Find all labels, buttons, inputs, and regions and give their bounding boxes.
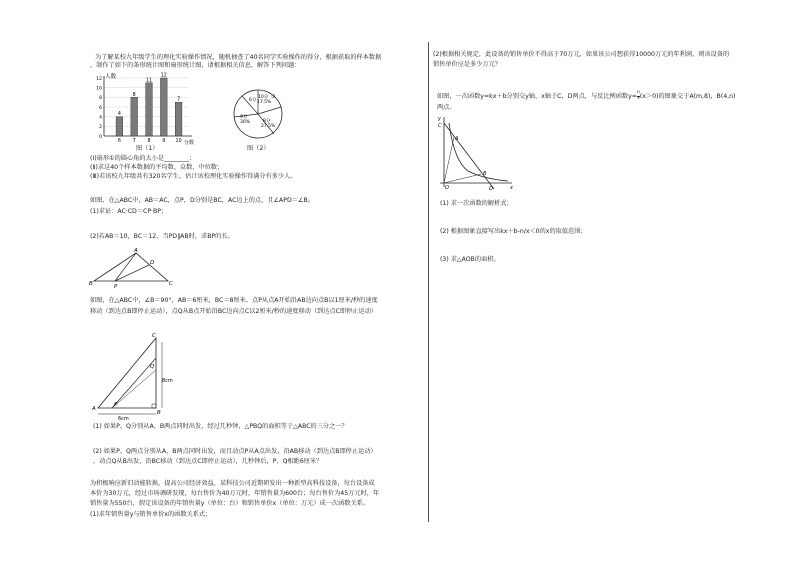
line-cd xyxy=(444,123,494,189)
x-tick-label: 6 xyxy=(117,139,121,144)
pie-label-8: 8分 xyxy=(263,119,271,124)
q3-part2-line2: ，动点Q从B出发，沿BC移动（到达点C即停止运动），几秒钟后，P、Q相距6厘米？ xyxy=(93,458,323,465)
q2-line3: (2)若AB＝10，BC＝12，当PD∥AB时，求BP的长。 xyxy=(90,233,234,240)
label-y: y xyxy=(438,116,441,122)
q5-line1-tail: (x＞0)的图象交于A(m,8)，B(4,n) xyxy=(639,93,736,100)
bar xyxy=(175,102,182,136)
label-p: P xyxy=(114,284,118,290)
x-tick-label: 8 xyxy=(147,139,151,144)
q4-line1: 为积极响应新旧动能转换，提高公司经济效益，某科技公司近期研发出一种新型高科技设备，每台设备成 xyxy=(90,480,375,487)
bar-value-label: 8 xyxy=(132,92,136,98)
q4-cont-line2: 销售单价应是多少万元？ xyxy=(433,61,502,68)
y-tick-label: 2 xyxy=(99,125,102,131)
q3-part1: (1) 如果P、Q分别从A、B两点同时出发，经过几秒钟，△PBQ的面积等于△ABC的三分之一？ xyxy=(93,423,348,430)
x-tick-label: 9 xyxy=(162,139,166,144)
segment-oa xyxy=(444,137,454,183)
q4-line3: 销售量为550台，假定该设备的年销售量y（单位：台）和销售单价x（单位：万元）成一次函数关系。 xyxy=(90,500,370,507)
y-tick-label: 8 xyxy=(99,96,102,102)
q2-figure xyxy=(88,245,178,290)
q3-line2: 移动（到达点B即停止运动），点Q从B点开始沿BC边向点C以2厘米/秒的速度移动（到达点C即停止运动） xyxy=(90,308,378,315)
bar-value-label: 11 xyxy=(145,78,153,84)
label-b: B xyxy=(483,171,487,177)
triangle-abc xyxy=(94,253,168,281)
q1-intro-line1: 为了解某校九年级学生的理化实验操作情况，随机抽查了40名同学实验操作的得分，根据获取的样本数据 xyxy=(95,54,382,61)
q5-line1-head: 如图，一次函数y=kx＋b分别交y轴、x轴于C，D两点，与反比例函数y= xyxy=(437,93,637,100)
right-angle-mark xyxy=(152,404,156,408)
label-b: B xyxy=(89,281,93,287)
q5-part2: (2) 根据图象直接写出kx＋b-n/x＜0的x的取值范围； xyxy=(440,228,587,235)
q4-line4: (1)求年销售量y与销售单价x的函数关系式； xyxy=(90,511,212,518)
y-tick-label: 10 xyxy=(96,86,102,92)
fraction-n-over-x: $\frac{n}{x}$ xyxy=(636,90,640,101)
bar-value-label: 4 xyxy=(117,112,121,118)
y-tick-label: 0 xyxy=(99,134,102,140)
q2-line2: (1)求证：AC·CD＝CP·BP； xyxy=(90,208,168,215)
label-a: A xyxy=(134,248,138,254)
q1-part3: (Ⅲ)若该校九年级共有320名学生，估计该校理化实验操作得满分有多少人。 xyxy=(90,173,297,180)
ab-length: 6cm xyxy=(118,416,129,420)
label-a: A xyxy=(92,406,96,412)
pie-value-10: 17.5% xyxy=(257,100,272,105)
q2-line1: 如图，在△ABC中，AB＝AC，点P，D分别是BC，AC边上的点，且∠APD＝∠B。 xyxy=(90,197,314,204)
bar xyxy=(131,97,138,136)
pie-label-circle1: ① xyxy=(271,94,276,100)
segment-ap xyxy=(115,253,136,281)
label-c: C xyxy=(169,281,173,287)
q4-cont-line1: (2)根据相关规定，此设备的销售单价不得高于70万元，如果该公司想获得10000万元的年利润，则该设备的 xyxy=(433,51,730,58)
pie-value-9: 30% xyxy=(240,120,251,125)
bar xyxy=(146,83,153,136)
bar xyxy=(116,117,123,136)
pie-label-9: 9分 xyxy=(240,115,248,120)
q5-figure xyxy=(436,113,516,193)
column-divider xyxy=(428,42,429,522)
segment-ob xyxy=(444,174,481,183)
bar-xlabel: 分数 xyxy=(184,140,195,146)
label-x: x xyxy=(510,185,513,191)
x-tick-label: 10 xyxy=(175,139,182,144)
bar-ylabel: 人数 xyxy=(105,74,117,80)
label-c: C xyxy=(152,333,156,339)
q4-line2: 本价为30万元，经过市场调研发现，每台售价为40万元时，年销售量为600台；每台售价为45万元时，年 xyxy=(90,490,380,497)
segment-pq-2 xyxy=(112,370,156,408)
q3-line1: 如图，在△ABC中，∠B＝90°，AB＝6厘米，BC＝8厘米，点P从点A开始沿AB边向点B以1厘米/秒的速度 xyxy=(90,297,378,304)
label-o: O xyxy=(445,185,449,191)
label-d: D xyxy=(150,260,155,266)
pie-value-8: 27.5% xyxy=(261,124,276,129)
pie-chart xyxy=(228,84,288,144)
label-a: A xyxy=(455,136,459,142)
label-b: B xyxy=(157,410,161,416)
pie-label-10: 10分 xyxy=(258,95,269,100)
bar-chart xyxy=(92,72,202,152)
x-tick-label: 7 xyxy=(132,139,136,144)
y-tick-label: 4 xyxy=(99,115,102,121)
triangle-abc-right xyxy=(98,338,156,408)
bar-caption: 图（1） xyxy=(136,145,159,152)
q5-part1: (1) 求一次函数的解析式； xyxy=(440,200,513,207)
q1-part1: (Ⅰ)扇形①的圆心角的大小是________； xyxy=(90,155,196,162)
label-q: Q xyxy=(150,364,155,370)
pie-caption: 图（2） xyxy=(247,145,270,152)
q5-part3: (3) 求△AOB的面积。 xyxy=(440,256,500,263)
q3-part2-line1: (2) 如果P、Q两点分别从A、B两点同时出发，而且动点P从A点出发，沿AB移动（到达点B即停止运动） xyxy=(93,448,377,455)
q3-figure xyxy=(90,330,180,420)
label-p: P xyxy=(114,402,118,408)
bc-length: 8cm xyxy=(162,378,173,384)
pie-label-6: 6分 xyxy=(249,98,257,103)
bar-value-label: 12 xyxy=(160,73,167,79)
q1-intro-line2: ，制作了如下的条形统计图和扇形统计图，请根据相关信息，解答下列问题： xyxy=(90,62,301,69)
segment-pd xyxy=(115,265,149,281)
label-c: C xyxy=(438,123,442,129)
bar-value-label: 7 xyxy=(177,97,181,103)
q5-line1 xyxy=(437,91,735,102)
y-tick-label: 6 xyxy=(99,105,102,111)
y-tick-label: 12 xyxy=(96,76,102,82)
q1-part2: (Ⅱ)求这40个样本数据的平均数、众数、中位数； xyxy=(90,164,224,171)
bar xyxy=(160,78,167,136)
q5-line2: 两点。 xyxy=(437,104,456,111)
hyperbola-curve xyxy=(449,123,508,181)
label-d: D xyxy=(489,186,493,192)
